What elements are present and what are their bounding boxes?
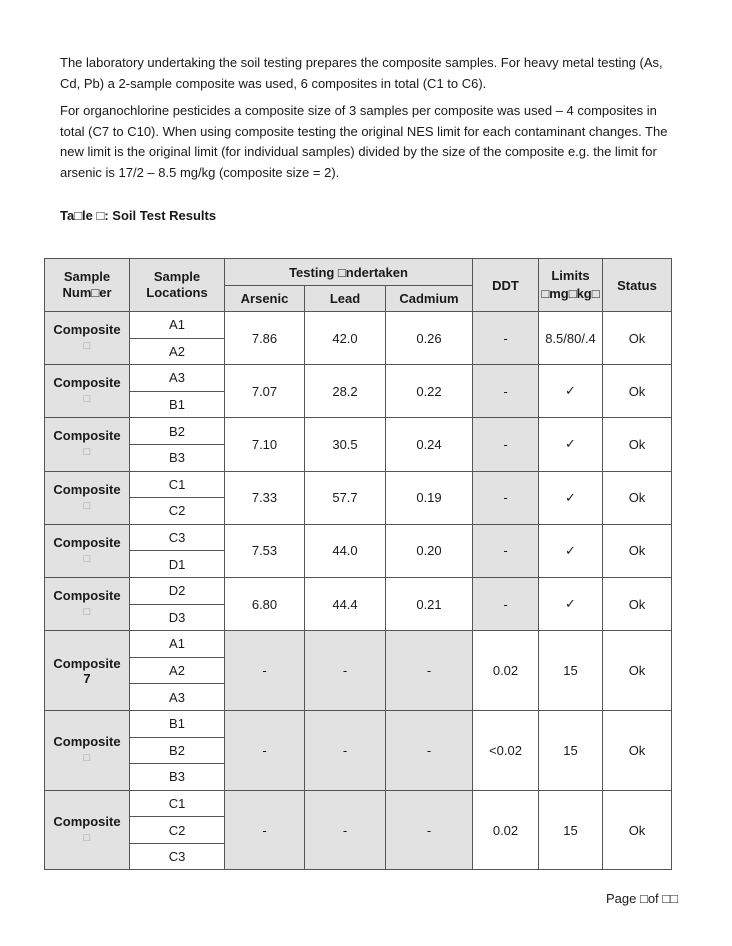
composite-cell <box>45 312 130 365</box>
composite-number: □ <box>83 340 91 353</box>
location-cell: B2 <box>130 418 225 445</box>
status-cell: Ok <box>603 790 672 870</box>
location-cell: A2 <box>130 657 225 684</box>
composite-label: Composite <box>53 814 121 830</box>
status-cell: Ok <box>603 418 672 471</box>
ddt-cell: - <box>473 312 539 365</box>
table-row <box>45 365 672 392</box>
location-cell: A1 <box>130 631 225 658</box>
location-cell: B1 <box>130 710 225 737</box>
header-arsenic: Arsenic <box>225 286 305 312</box>
header-ddt: DDT <box>473 259 539 312</box>
status-cell: Ok <box>603 312 672 365</box>
arsenic-cell: - <box>225 710 305 790</box>
lead-cell: - <box>305 710 386 790</box>
location-cell: C2 <box>130 817 225 844</box>
table-row <box>45 524 672 551</box>
composite-label: Composite <box>53 734 121 750</box>
lead-cell: 44.4 <box>305 577 386 630</box>
composite-number: □ <box>83 499 91 512</box>
ddt-cell: - <box>473 577 539 630</box>
table-title: Ta□le □: Soil Test Results <box>60 208 217 223</box>
location-cell: D1 <box>130 551 225 578</box>
table-row <box>45 312 672 339</box>
limits-cell: 8.5/80/.4 <box>539 312 603 365</box>
arsenic-cell: 7.07 <box>225 365 305 418</box>
lead-cell: 44.0 <box>305 524 386 577</box>
header-limits <box>539 259 603 312</box>
composite-cell <box>45 524 130 577</box>
status-cell: Ok <box>603 577 672 630</box>
composite-label: Composite <box>53 322 121 338</box>
ddt-cell: - <box>473 524 539 577</box>
header-status: Status <box>603 259 672 312</box>
cadmium-cell: - <box>386 790 473 870</box>
location-cell: A2 <box>130 338 225 365</box>
arsenic-cell: 7.10 <box>225 418 305 471</box>
composite-cell <box>45 471 130 524</box>
status-cell: Ok <box>603 471 672 524</box>
cadmium-cell: 0.26 <box>386 312 473 365</box>
table-row <box>45 790 672 817</box>
table-row <box>45 418 672 445</box>
location-cell: C3 <box>130 843 225 870</box>
ddt-cell: <0.02 <box>473 710 539 790</box>
location-cell: C1 <box>130 790 225 817</box>
lead-cell: 30.5 <box>305 418 386 471</box>
header-sample-locations: Sample Locations <box>130 259 225 312</box>
intro-paragraph-1: The laboratory undertaking the soil testing prepares the composite samples. For heavy metal testing (As, Cd, Pb) a 2-sample composite was used, 6 composites in total (C1 to C6). <box>60 55 663 91</box>
composite-number: □ <box>83 446 91 459</box>
composite-label: Composite <box>53 588 121 604</box>
status-cell: Ok <box>603 710 672 790</box>
composite-cell <box>45 418 130 471</box>
lead-cell: 42.0 <box>305 312 386 365</box>
limits-cell: ✓ <box>539 577 603 630</box>
location-cell: B3 <box>130 764 225 791</box>
composite-number: □ <box>83 606 91 619</box>
cadmium-cell: 0.20 <box>386 524 473 577</box>
location-cell: B2 <box>130 737 225 764</box>
page-number: Page □of □□ <box>606 891 678 906</box>
composite-cell <box>45 631 130 711</box>
limits-cell: ✓ <box>539 365 603 418</box>
limits-cell: ✓ <box>539 418 603 471</box>
ddt-cell: - <box>473 365 539 418</box>
location-cell: C1 <box>130 471 225 498</box>
location-cell: C2 <box>130 498 225 525</box>
composite-label: Composite <box>53 481 121 497</box>
table-row <box>45 631 672 658</box>
arsenic-cell: 7.53 <box>225 524 305 577</box>
soil-test-results-table <box>44 258 672 870</box>
cadmium-cell: - <box>386 710 473 790</box>
composite-label: Composite <box>53 428 121 444</box>
header-testing-undertaken: Testing □ndertaken <box>225 259 473 286</box>
header-cadmium: Cadmium <box>386 286 473 312</box>
status-cell: Ok <box>603 365 672 418</box>
limits-cell: ✓ <box>539 471 603 524</box>
ddt-cell: 0.02 <box>473 631 539 711</box>
arsenic-cell: 7.33 <box>225 471 305 524</box>
cadmium-cell: 0.19 <box>386 471 473 524</box>
arsenic-cell: 6.80 <box>225 577 305 630</box>
location-cell: A1 <box>130 312 225 339</box>
table-row <box>45 471 672 498</box>
lead-cell: - <box>305 790 386 870</box>
ddt-cell: - <box>473 471 539 524</box>
composite-cell <box>45 577 130 630</box>
arsenic-cell: - <box>225 631 305 711</box>
arsenic-cell: 7.86 <box>225 312 305 365</box>
composite-number: □ <box>83 832 91 845</box>
location-cell: B1 <box>130 391 225 418</box>
intro-paragraph-2: For organochlorine pesticides a composite size of 3 samples per composite was used – 4 composites in total (C7 to C10). When using composite testing the original NES limit for each contaminant changes. The new limit is the original limit (for individual samples) divided by the size of the composite e.g. the limit for arsenic is 17/2 – 8.5 mg/kg (composite size = 2). <box>60 103 668 180</box>
cadmium-cell: 0.22 <box>386 365 473 418</box>
composite-label: Composite <box>53 375 121 391</box>
lead-cell: 28.2 <box>305 365 386 418</box>
ddt-cell: - <box>473 418 539 471</box>
lead-cell: 57.7 <box>305 471 386 524</box>
composite-label: Composite <box>53 534 121 550</box>
ddt-cell: 0.02 <box>473 790 539 870</box>
cadmium-cell: 0.21 <box>386 577 473 630</box>
composite-number: □ <box>83 552 91 565</box>
composite-cell <box>45 710 130 790</box>
status-cell: Ok <box>603 524 672 577</box>
header-limits-unit: □mg□kg□ <box>541 286 600 301</box>
limits-cell: 15 <box>539 710 603 790</box>
status-cell: Ok <box>603 631 672 711</box>
header-limits-label: Limits <box>551 268 590 283</box>
composite-cell <box>45 365 130 418</box>
table-row <box>45 577 672 604</box>
location-cell: B3 <box>130 444 225 471</box>
limits-cell: ✓ <box>539 524 603 577</box>
composite-number: 7 <box>83 670 91 686</box>
limits-cell: 15 <box>539 790 603 870</box>
arsenic-cell: - <box>225 790 305 870</box>
location-cell: D3 <box>130 604 225 631</box>
location-cell: A3 <box>130 365 225 392</box>
location-cell: C3 <box>130 524 225 551</box>
location-cell: D2 <box>130 577 225 604</box>
table-row <box>45 710 672 737</box>
cadmium-cell: - <box>386 631 473 711</box>
lead-cell: - <box>305 631 386 711</box>
composite-label: Composite <box>53 655 121 671</box>
limits-cell: 15 <box>539 631 603 711</box>
header-sample-number: Sample Num□er <box>45 259 130 312</box>
composite-number: □ <box>83 393 91 406</box>
composite-number: □ <box>83 752 91 765</box>
header-lead: Lead <box>305 286 386 312</box>
location-cell: A3 <box>130 684 225 711</box>
composite-cell <box>45 790 130 870</box>
cadmium-cell: 0.24 <box>386 418 473 471</box>
